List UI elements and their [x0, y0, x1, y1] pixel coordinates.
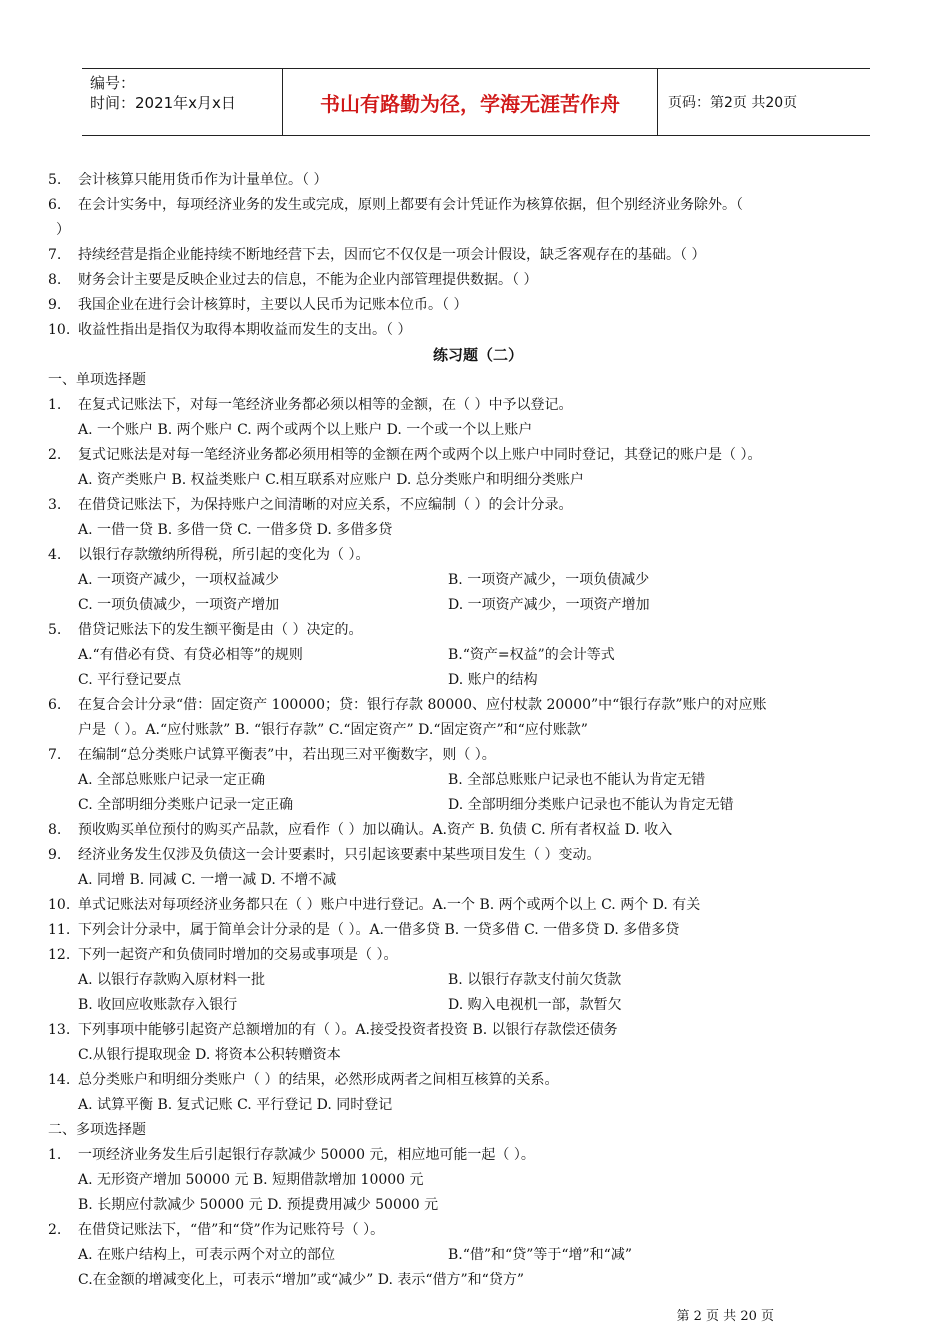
option-row: [48, 868, 908, 893]
item-text: 收益性指出是指仅为取得本期收益而发生的支出。（ ）: [78, 322, 412, 338]
doc-number: 编号：: [90, 74, 136, 92]
exercise-title: [48, 343, 908, 368]
option-row: [48, 518, 908, 543]
question: [48, 543, 908, 568]
item-number: 5.: [48, 172, 62, 188]
item-text: 持续经营是指企业能持续不断地经营下去，因而它不仅仅是一项会计假设，缺乏客观存在的基础。（ ）: [78, 247, 706, 263]
option-text: A. 试算平衡 B. 复式记账 C. 平行登记 D. 同时登记: [78, 1097, 393, 1113]
question: [48, 393, 908, 418]
question: [48, 893, 908, 918]
option-text: D. 一项资产减少，一项资产增加: [448, 597, 650, 613]
question-number: 12.: [48, 947, 71, 963]
section-heading: [48, 1118, 908, 1143]
option-row: [48, 1168, 908, 1193]
question: [48, 943, 908, 968]
option-row: [48, 468, 908, 493]
question-number: 2.: [48, 447, 62, 463]
option-text: B. 一项资产减少，一项负债减少: [448, 572, 650, 588]
option-row: [48, 568, 908, 593]
option-row: [48, 993, 908, 1018]
item-number: 7.: [48, 247, 62, 263]
item-number: 9.: [48, 297, 62, 313]
question-text: 经济业务发生仅涉及负债这一会计要素时，只引起该要素中某些项目发生（ ）变动。: [78, 847, 601, 863]
question-number: 11.: [48, 922, 71, 938]
option-text: A. 无形资产增加 50000 元 B. 短期借款增加 10000 元: [78, 1172, 424, 1188]
question-text: 下列会计分录中，属于简单会计分录的是（ ）。A.一借多贷 B. 一贷多借 C. 一借多贷 D. 多借多贷: [78, 922, 680, 938]
option-row: [48, 1243, 908, 1268]
item-text: 我国企业在进行会计核算时，主要以人民币为记账本位币。（ ）: [78, 297, 468, 313]
question: [48, 818, 908, 843]
judge-item: [48, 293, 908, 318]
question-text: 预收购买单位预付的购买产品款，应看作（ ）加以确认。A.资产 B. 负债 C. 所有者权益 D. 收入: [78, 822, 673, 838]
option-row: [48, 1193, 908, 1218]
exercise-title-text: 练习题（二）: [432, 346, 523, 364]
header-motto: 书山有路勤为径，学海无涯苦作舟: [283, 69, 658, 135]
question: [48, 1068, 908, 1093]
option-row: [48, 968, 908, 993]
option-row: [48, 768, 908, 793]
question-text: 在借贷记账法下，为保持账户之间清晰的对应关系，不应编制（ ）的会计分录。: [78, 497, 573, 513]
option-text: A. 一借一贷 B. 多借一贷 C. 一借多贷 D. 多借多贷: [78, 522, 393, 538]
question: [48, 918, 908, 943]
judge-item: [48, 218, 908, 243]
option-row: [48, 1093, 908, 1118]
header-page: 页码：第2页 共20页: [668, 95, 798, 111]
judge-item: [48, 168, 908, 193]
question: [48, 443, 908, 468]
question: [48, 493, 908, 518]
question-number: 5.: [48, 622, 62, 638]
page-header: [82, 68, 870, 136]
option-row: [48, 593, 908, 618]
option-row: [48, 643, 908, 668]
item-text: 在会计实务中，每项经济业务的发生或完成，原则上都要有会计凭证作为核算依据，但个别经济业务除外。（: [78, 197, 743, 213]
question-text: 下列一起资产和负债同时增加的交易或事项是（ ）。: [78, 947, 398, 963]
question: [48, 693, 908, 718]
option-text: A. 在账户结构上，可表示两个对立的部位: [78, 1247, 336, 1263]
option-text: B. 全部总账账户记录也不能认为肯定无错: [448, 772, 706, 788]
question-number: 4.: [48, 547, 62, 563]
question-number: 10.: [48, 897, 71, 913]
option-text: A. 一项资产减少，一项权益减少: [78, 572, 280, 588]
question-number: 9.: [48, 847, 62, 863]
option-text: A. 资产类账户 B. 权益类账户 C.相互联系对应账户 D. 总分类账户和明细分类账户: [78, 472, 584, 488]
question: [48, 1143, 908, 1168]
question-text: 借贷记账法下的发生额平衡是由（ ）决定的。: [78, 622, 363, 638]
option-text: D. 全部明细分类账户记录也不能认为肯定无错: [448, 797, 734, 813]
doc-time: 时间：2021年x月x日: [90, 94, 236, 112]
option-text: D. 账户的结构: [448, 672, 538, 688]
option-text: A. 同增 B. 同减 C. 一增一减 D. 不增不减: [78, 872, 337, 888]
question-text: 在复式记账法下，对每一笔经济业务都必须以相等的金额，在（ ）中予以登记。: [78, 397, 573, 413]
question-number: 13.: [48, 1022, 71, 1038]
question-text: 在复合会计分录“借：固定资产 100000；贷：银行存款 80000、应付杖款 20000”中“银行存款”账户的对应账: [78, 697, 767, 713]
option-text: C. 全部明细分类账户记录一定正确: [78, 797, 294, 813]
question-number: 6.: [48, 697, 62, 713]
option-text: B. 以银行存款支付前欠货款: [448, 972, 622, 988]
question: [48, 1018, 908, 1043]
option-row: [48, 1043, 908, 1068]
item-text: 会计核算只能用货币作为计量单位。（ ）: [78, 172, 328, 188]
option-text: C. 平行登记要点: [78, 672, 182, 688]
option-row: [48, 718, 908, 743]
option-text: A. 一个账户 B. 两个账户 C. 两个或两个以上账户 D. 一个或一个以上账户: [78, 422, 533, 438]
judge-item: [48, 268, 908, 293]
judge-item: [48, 243, 908, 268]
question-text: 总分类账户和明细分类账户（ ）的结果，必然形成两者之间相互核算的关系。: [78, 1072, 559, 1088]
item-text: ）: [56, 222, 70, 238]
item-number: 6.: [48, 197, 62, 213]
option-row: [48, 793, 908, 818]
judge-item: [48, 318, 908, 343]
question-number: 8.: [48, 822, 62, 838]
section-heading: [48, 368, 908, 393]
option-text: C.从银行提取现金 D. 将资本公积转赠资本: [78, 1047, 341, 1063]
item-number: 8.: [48, 272, 62, 288]
judge-item: [48, 193, 908, 218]
section-heading-text: 二、多项选择题: [48, 1122, 146, 1138]
option-text: B.“借”和“贷”等于“增”和“减”: [448, 1247, 632, 1263]
document-body: [48, 168, 908, 1293]
page-footer: 第 2 页 共 20 页: [676, 1309, 774, 1324]
question: [48, 618, 908, 643]
question-text: 在编制“总分类账户试算平衡表”中，若出现三对平衡数字，则（ ）。: [78, 747, 496, 763]
question-number: 14.: [48, 1072, 71, 1088]
option-text: 户是（ ）。A.“应付账款” B. “银行存款” C.“固定资产” D.“固定资产”和“应付账款”: [78, 722, 588, 738]
option-text: B. 收回应收账款存入银行: [78, 997, 238, 1013]
option-text: A.“有借必有贷、有贷必相等”的规则: [78, 647, 303, 663]
header-info: [82, 69, 283, 135]
question-text: 复式记账法是对每一笔经济业务都必须用相等的金额在两个或两个以上账户中同时登记，其登记的账户是（ ）。: [78, 447, 762, 463]
question-text: 在借贷记账法下，“借”和“贷”作为记账符号（ ）。: [78, 1222, 385, 1238]
option-text: B.“资产=权益”的会计等式: [448, 647, 615, 663]
question-text: 单式记账法对每项经济业务都只在（ ）账户中进行登记。A.一个 B. 两个或两个以上 C. 两个 D. 有关: [78, 897, 701, 913]
question-number: 1.: [48, 397, 62, 413]
option-row: [48, 418, 908, 443]
option-text: C.在金额的增减变化上，可表示“增加”或“减少” D. 表示“借方”和“贷方”: [78, 1272, 524, 1288]
option-text: D. 购入电视机一部，款暂欠: [448, 997, 622, 1013]
question-text: 下列事项中能够引起资产总额增加的有（ ）。A.接受投资者投资 B. 以银行存款偿还债务: [78, 1022, 618, 1038]
option-text: B. 长期应付款减少 50000 元 D. 预提费用减少 50000 元: [78, 1197, 439, 1213]
option-row: [48, 1268, 908, 1293]
item-number: 10.: [48, 322, 71, 338]
question-number: 7.: [48, 747, 62, 763]
question-number: 3.: [48, 497, 62, 513]
question-number: 2.: [48, 1222, 62, 1238]
option-text: C. 一项负债减少，一项资产增加: [78, 597, 280, 613]
question: [48, 843, 908, 868]
question-number: 1.: [48, 1147, 62, 1163]
question-text: 一项经济业务发生后引起银行存款减少 50000 元，相应地可能一起（ ）。: [78, 1147, 535, 1163]
option-text: A. 全部总账账户记录一定正确: [78, 772, 266, 788]
option-text: A. 以银行存款购入原材料一批: [78, 972, 266, 988]
question: [48, 1218, 908, 1243]
question-text: 以银行存款缴纳所得税，所引起的变化为（ ）。: [78, 547, 370, 563]
option-row: [48, 668, 908, 693]
question: [48, 743, 908, 768]
section-heading-text: 一、单项选择题: [48, 372, 146, 388]
item-text: 财务会计主要是反映企业过去的信息，不能为企业内部管理提供数据。（ ）: [78, 272, 538, 288]
